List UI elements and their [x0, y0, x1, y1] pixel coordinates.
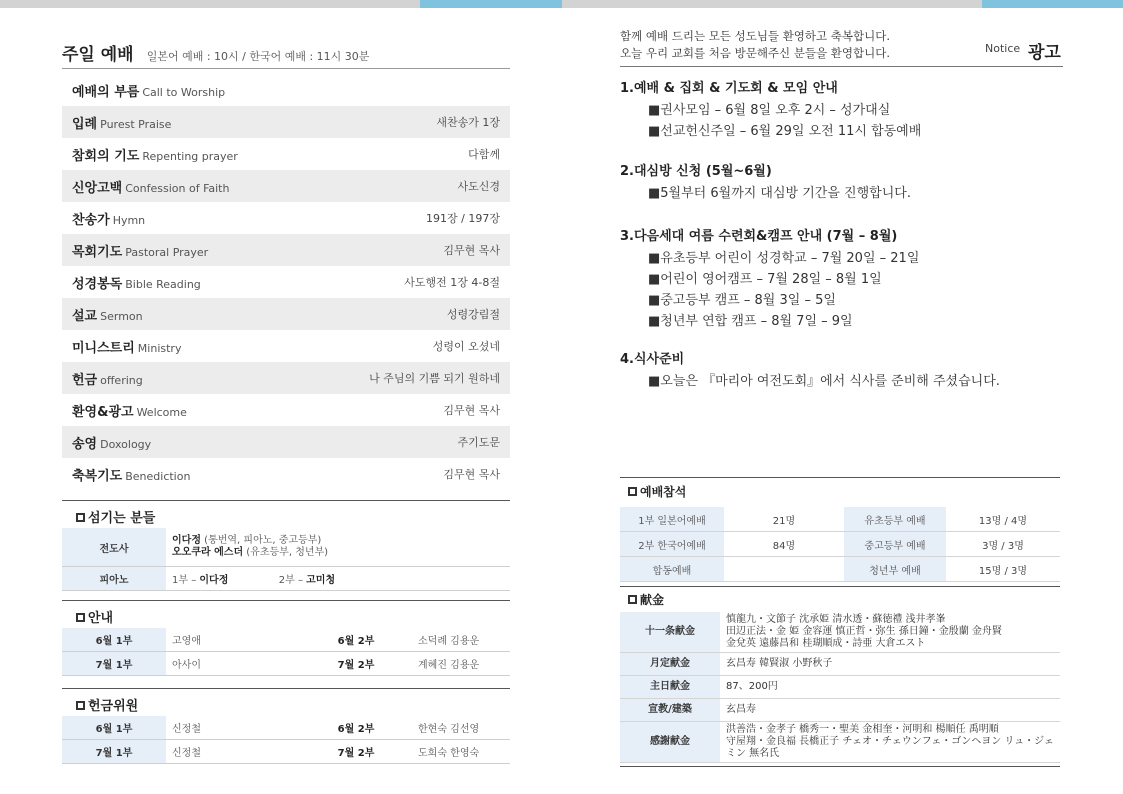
- order-item-ko: 목회기도: [72, 244, 123, 260]
- offerings-table: [620, 612, 1060, 763]
- order-item-name: [72, 177, 229, 196]
- row-value: 84명: [724, 532, 844, 557]
- order-item-name: [72, 145, 238, 164]
- piano-value: 1부 – 이다정 2부 – 고미청: [166, 567, 510, 591]
- worship-order-list: [62, 74, 510, 490]
- row-value: [724, 557, 844, 582]
- order-item-name: [72, 209, 145, 228]
- guide-table: [62, 628, 510, 676]
- notice-heading: 3.다음세대 여름 수련회&캠프 안내 (7월 – 8월): [620, 229, 898, 244]
- row-value: 신정철: [166, 716, 300, 740]
- offering-names: [720, 612, 1060, 653]
- order-row: [62, 138, 510, 170]
- table-row: [620, 722, 1060, 763]
- piano-label: 피아노: [62, 567, 166, 591]
- offering-committee-table: [62, 716, 510, 764]
- offering-label: 主日献金: [620, 676, 720, 699]
- order-row: [62, 362, 510, 394]
- name-line: 守屋翔・金良福 長橋正子 チェオ・チェウンフェ・ゴンヘヨン リュ・ジェミン 無名氏: [726, 736, 1054, 759]
- row-value: 고영애: [166, 628, 300, 652]
- row-label: 6월 2부: [300, 716, 412, 740]
- row-label: 1부 일본어예배: [620, 507, 724, 532]
- notice-title: 광고: [1028, 43, 1061, 63]
- divider: [620, 66, 1063, 67]
- square-icon: [76, 513, 85, 522]
- order-item-ko: 환영&광고: [72, 404, 134, 420]
- order-item-value: 나 주님의 기쁨 되기 원하네: [369, 372, 500, 385]
- order-item-value: 성령강림절: [446, 308, 500, 321]
- notice-item: ■중고등부 캠프 – 8월 3일 – 5일: [648, 293, 836, 308]
- table-row: [620, 676, 1060, 699]
- notice-item: ■5월부터 6월까지 대심방 기간을 진행합니다.: [648, 186, 911, 201]
- order-row: [62, 202, 510, 234]
- table-row: [62, 716, 510, 740]
- order-item-name: [72, 241, 208, 260]
- order-item-value: 김무현 목사: [443, 468, 500, 481]
- top-band-right-accent: [982, 0, 1123, 8]
- order-item-en: Pastoral Prayer: [125, 245, 209, 259]
- order-item-name: [72, 369, 143, 388]
- order-item-value: 새찬송가 1장: [436, 116, 500, 129]
- notice-item: ■오늘은 『마리아 여전도회』에서 식사를 준비해 주셨습니다.: [648, 374, 1000, 389]
- order-row: [62, 394, 510, 426]
- square-icon: [628, 487, 637, 496]
- table-row: [620, 653, 1060, 676]
- name-line: 田辺正法・金 姫 金容運 慎正哲・弥生 孫日鐘・金殷蘭 金舟賢: [726, 626, 1002, 637]
- order-item-value: 191장 / 197장: [426, 212, 500, 225]
- order-item-name: [72, 273, 201, 292]
- servants-table: [62, 528, 510, 591]
- order-item-name: [72, 337, 181, 356]
- row-label: 7월 1부: [62, 652, 166, 676]
- order-row: [62, 458, 510, 490]
- order-row: [62, 170, 510, 202]
- table-row: [620, 557, 1060, 582]
- offering-names: [720, 699, 1060, 722]
- table-row: [62, 740, 510, 764]
- order-item-ko: 예배의 부름: [72, 84, 140, 100]
- row-label: 청년부 예배: [844, 557, 946, 582]
- offering-committee-section-title: 헌금위원: [62, 688, 510, 716]
- top-band-right: [562, 0, 982, 8]
- top-band-left: [0, 0, 420, 8]
- offering-label: 十一条献金: [620, 612, 720, 653]
- order-item-en: offering: [100, 373, 143, 387]
- order-item-en: Purest Praise: [100, 117, 172, 131]
- order-item-value: 김무현 목사: [443, 404, 500, 417]
- square-icon: [76, 701, 85, 710]
- order-item-en: Repenting prayer: [142, 149, 238, 163]
- row-value: 3명 / 3명: [946, 532, 1060, 557]
- name-line: 玄昌寿: [726, 704, 756, 715]
- worship-header: [62, 40, 510, 69]
- notice-item: ■어린이 영어캠프 – 7월 28일 – 8월 1일: [648, 272, 882, 287]
- order-item-name: [72, 465, 190, 484]
- row-value: 15명 / 3명: [946, 557, 1060, 582]
- row-label: 중고등부 예배: [844, 532, 946, 557]
- notice-item: ■선교헌신주일 – 6월 29일 오전 11시 합동예배: [648, 124, 922, 139]
- order-item-ko: 설교: [72, 308, 98, 324]
- order-row: [62, 234, 510, 266]
- order-item-name: [72, 305, 143, 324]
- page-title: 주일 예배: [62, 45, 134, 65]
- notice-heading: 1.예배 & 집회 & 기도회 & 모임 안내: [620, 81, 838, 96]
- row-label: 6월 2부: [300, 628, 412, 652]
- table-row: [620, 699, 1060, 722]
- top-band-left-accent: [420, 0, 562, 8]
- name-line: 金兌英 遠藤昌和 桂瑚順成・詩亜 大倉エスト: [726, 638, 926, 649]
- order-item-ko: 송영: [72, 436, 98, 452]
- row-value: 도희숙 한영숙: [412, 740, 510, 764]
- order-item-value: 김무현 목사: [443, 244, 500, 257]
- service-times: 일본어 예배 : 10시 / 한국어 예배 : 11시 30분: [146, 50, 370, 63]
- notice-label-en: Notice: [985, 42, 1021, 55]
- order-item-name: [72, 433, 151, 452]
- attendance-table: [620, 507, 1060, 582]
- order-item-en: Bible Reading: [125, 277, 201, 291]
- order-row: [62, 330, 510, 362]
- row-value: 계혜진 김용운: [412, 652, 510, 676]
- offerings-section-title: 献金: [620, 586, 1060, 612]
- row-value: 21명: [724, 507, 844, 532]
- order-item-ko: 신앙고백: [72, 180, 123, 196]
- order-row: [62, 74, 510, 106]
- notice-block: [620, 226, 1070, 332]
- order-item-value: 사도신경: [457, 180, 500, 193]
- name-line: 87、200円: [726, 681, 778, 692]
- row-value: 아사이: [166, 652, 300, 676]
- offering-label: 宣教/建築: [620, 699, 720, 722]
- row-value: 신정철: [166, 740, 300, 764]
- square-icon: [76, 613, 85, 622]
- order-item-name: [72, 401, 187, 420]
- offering-names: [720, 676, 1060, 699]
- preacher-value: 이다정 (통번역, 피아노, 중고등부) 오오쿠라 에스더 (유초등부, 청년부): [166, 528, 510, 567]
- order-item-ko: 헌금: [72, 372, 98, 388]
- offering-label: 感謝献金: [620, 722, 720, 763]
- order-item-en: Confession of Faith: [125, 181, 230, 195]
- row-label: 2부 한국어예배: [620, 532, 724, 557]
- row-label: 유초등부 예배: [844, 507, 946, 532]
- order-item-en: Call to Worship: [142, 85, 226, 99]
- notice-heading: 2.대심방 신청 (5월~6월): [620, 164, 772, 179]
- row-label: 7월 2부: [300, 652, 412, 676]
- notice-item: ■권사모임 – 6월 8일 오후 2시 – 성가대실: [648, 103, 891, 118]
- name-line: 洪善浩・金孝子 橋秀一・聖美 金相奎・河明和 楊順任 禹明順: [726, 724, 999, 735]
- order-row: [62, 426, 510, 458]
- row-label: 6월 1부: [62, 716, 166, 740]
- table-row: [62, 652, 510, 676]
- row-label: 7월 1부: [62, 740, 166, 764]
- row-value: 한현숙 김선영: [412, 716, 510, 740]
- notice-block: [620, 349, 1070, 392]
- square-icon: [628, 595, 637, 604]
- notice-block: [620, 78, 1070, 142]
- order-item-ko: 참회의 기도: [72, 148, 140, 164]
- name-line: 玄昌寿 韓賢淑 小野秋子: [726, 658, 833, 669]
- order-item-ko: 미니스트리: [72, 340, 135, 356]
- order-row: [62, 298, 510, 330]
- order-item-ko: 성경봉독: [72, 276, 123, 292]
- offering-names: [720, 653, 1060, 676]
- order-item-en: Welcome: [136, 405, 187, 419]
- order-item-name: [72, 81, 225, 100]
- attendance-section-title: 예배참석: [620, 477, 1060, 505]
- order-item-en: Sermon: [100, 309, 143, 323]
- preacher-label: 전도사: [62, 528, 166, 567]
- servants-section-title: 섬기는 분들: [62, 500, 510, 528]
- table-row: [620, 612, 1060, 653]
- offering-label: 月定献金: [620, 653, 720, 676]
- order-item-en: Benediction: [125, 469, 191, 483]
- welcome-message: 함께 예배 드리는 모든 성도님들 환영하고 축복합니다. 오늘 우리 교회를 처음 방문해주신 분들을 환영합니다.: [620, 29, 890, 60]
- order-item-en: Ministry: [137, 341, 182, 355]
- order-item-ko: 축복기도: [72, 468, 123, 484]
- row-label: 합동예배: [620, 557, 724, 582]
- order-item-name: [72, 113, 171, 132]
- order-row: [62, 266, 510, 298]
- order-item-ko: 찬송가: [72, 212, 110, 228]
- order-item-ko: 입례: [72, 116, 98, 132]
- table-row: [620, 532, 1060, 557]
- row-label: 7월 2부: [300, 740, 412, 764]
- offering-names: [720, 722, 1060, 763]
- notice-heading: 4.식사준비: [620, 352, 685, 367]
- guide-section-title: 안내: [62, 600, 510, 628]
- table-row: [620, 507, 1060, 532]
- divider: [620, 766, 1060, 767]
- order-item-value: 다함께: [468, 148, 500, 161]
- table-row: [62, 567, 510, 591]
- order-item-value: 성령이 오셨네: [432, 340, 500, 353]
- order-item-value: 사도행전 1장 4-8절: [404, 276, 500, 289]
- notice-item: ■청년부 연합 캠프 – 8월 7일 – 9일: [648, 314, 853, 329]
- table-row: [62, 628, 510, 652]
- row-value: 13명 / 4명: [946, 507, 1060, 532]
- notice-item: ■유초등부 어린이 성경학교 – 7월 20일 – 21일: [648, 251, 920, 266]
- row-label: 6월 1부: [62, 628, 166, 652]
- order-item-en: Doxology: [100, 437, 152, 451]
- row-value: 소덕례 김용운: [412, 628, 510, 652]
- notice-block: [620, 161, 1070, 204]
- table-row: [62, 528, 510, 567]
- order-row: [62, 106, 510, 138]
- order-item-value: 주기도문: [457, 436, 500, 449]
- order-item-en: Hymn: [112, 213, 146, 227]
- name-line: 慎龍九・文節子 沈承姫 清水透・蘇徳禮 浅井孝峯: [726, 614, 946, 625]
